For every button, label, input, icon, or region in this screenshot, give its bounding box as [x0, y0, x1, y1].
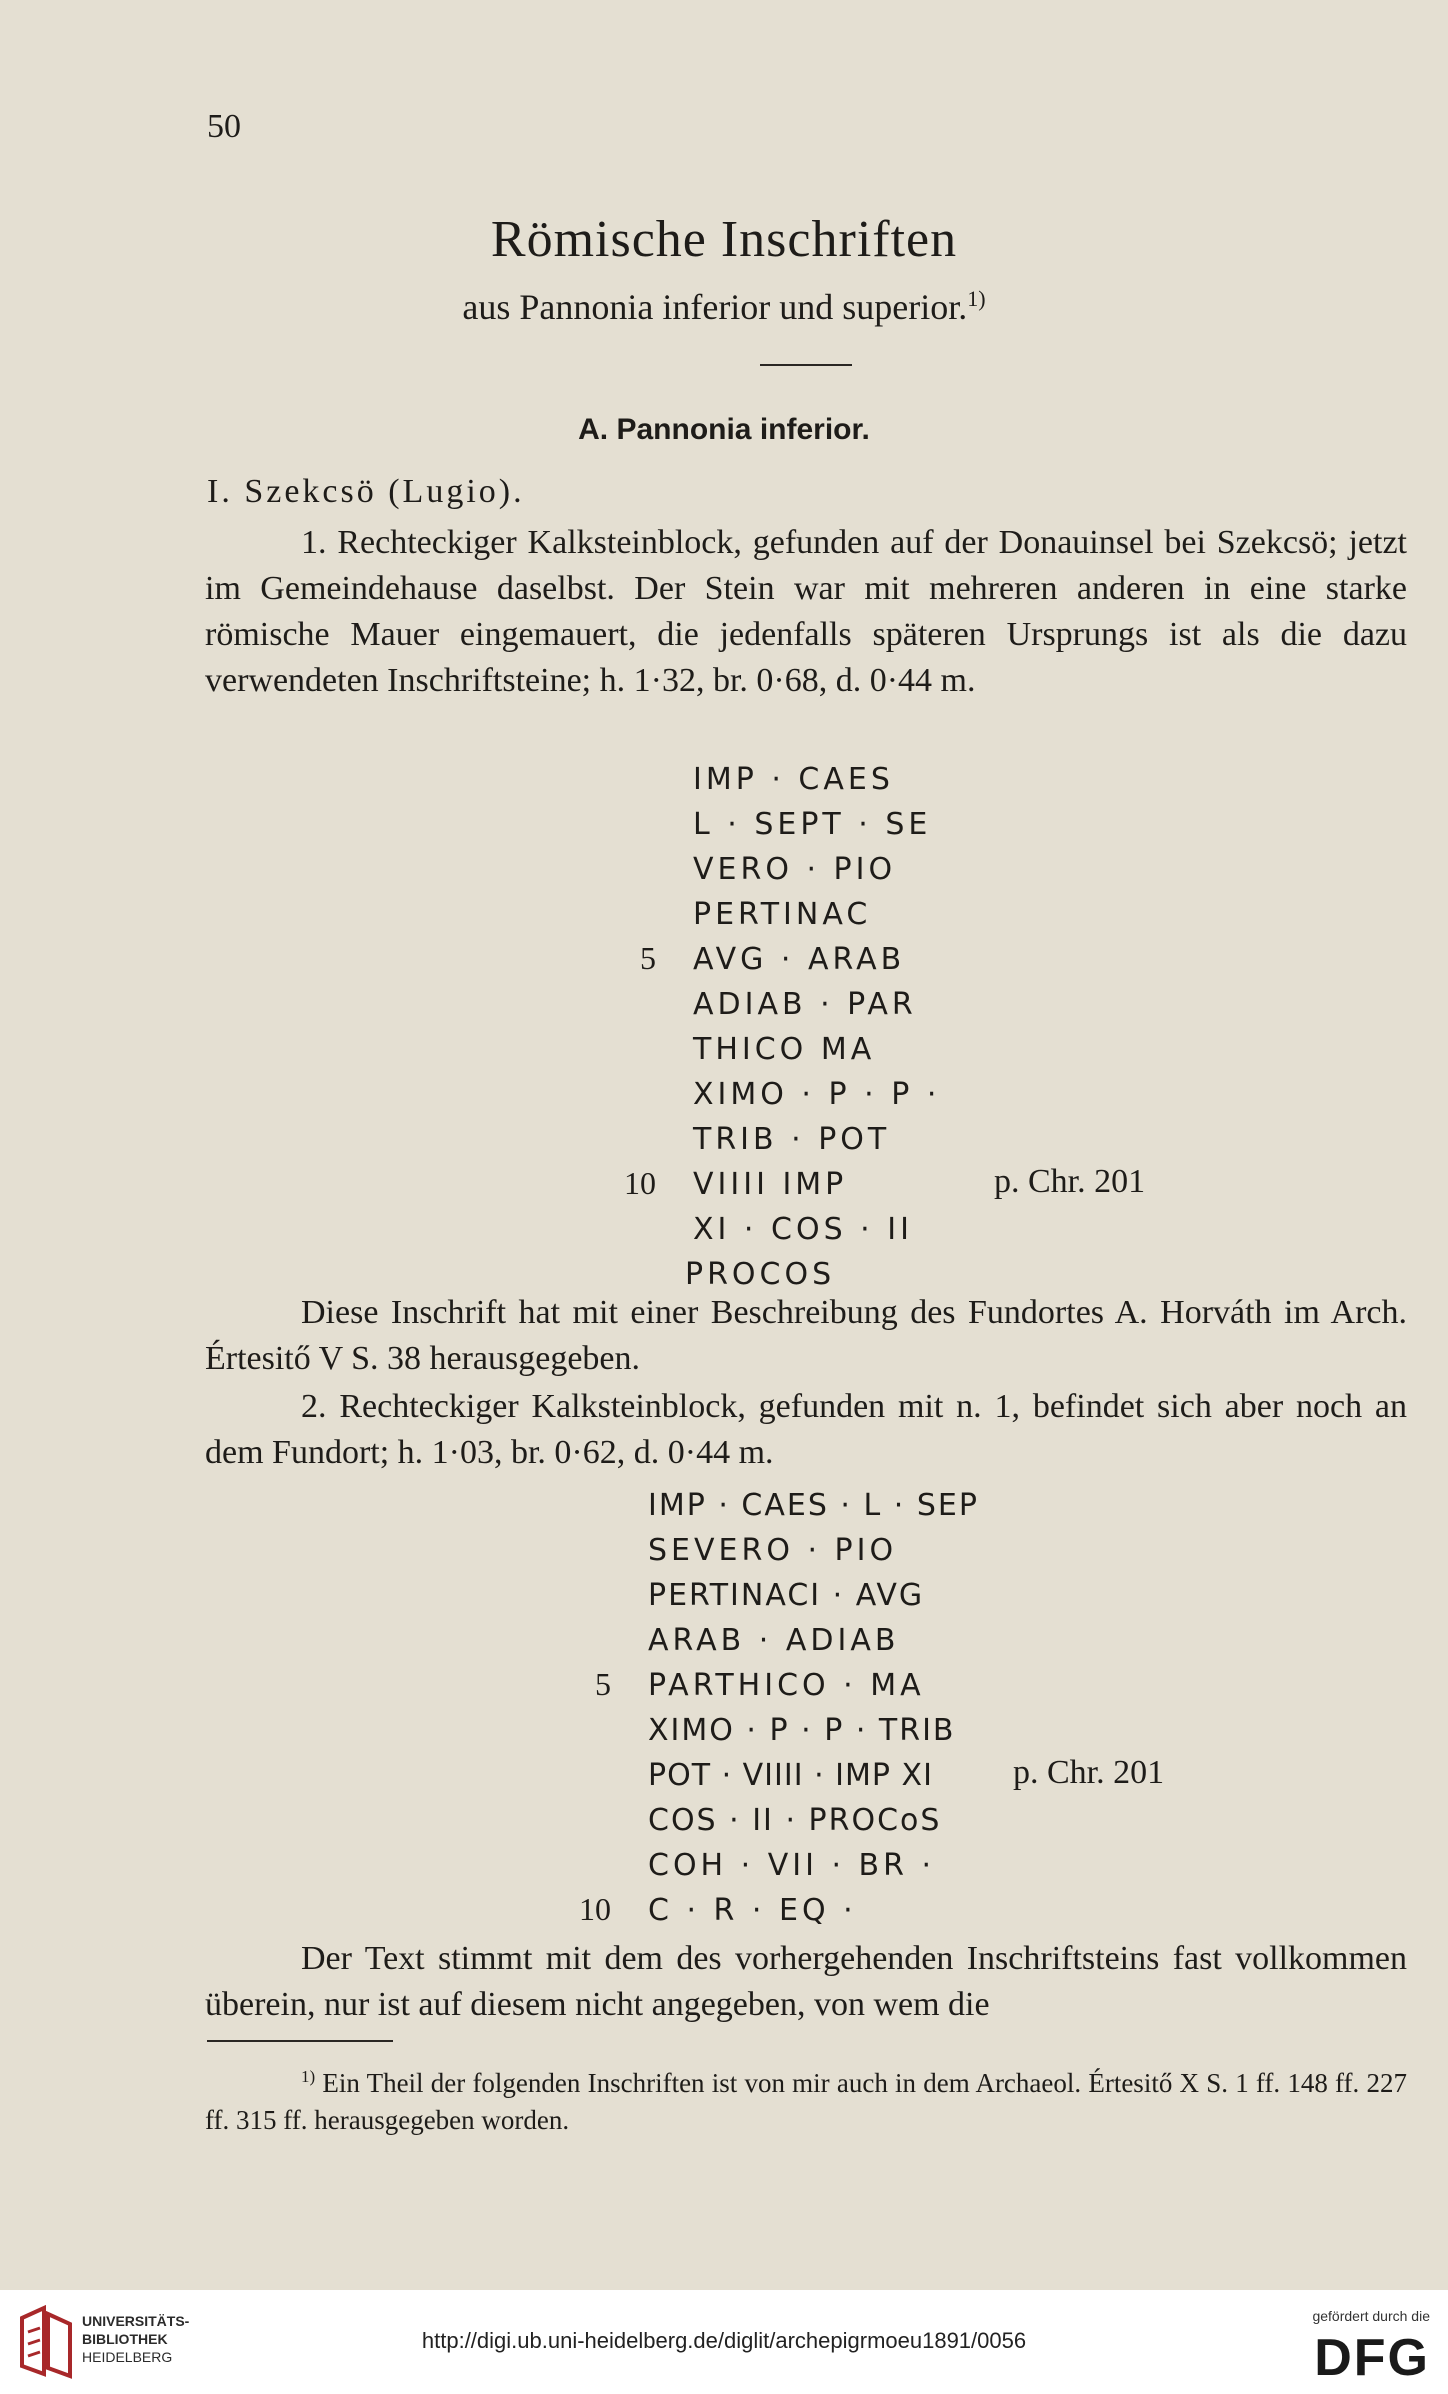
- inscription-1-line: VERO · PIO: [693, 852, 897, 887]
- subtitle-footnote-mark: 1): [967, 286, 986, 311]
- entry-2-after-text: Der Text stimmt mit dem des vorhergehenden Inschriftsteins fast vollkommen überein, nur ist auf diesem nicht angegeben, von wem die: [205, 1940, 1407, 2023]
- footnote-mark: 1): [301, 2067, 316, 2086]
- locality-heading: I. Szekcsö (Lugio).: [207, 473, 525, 510]
- inscription-1-line: L · SEPT · SE: [693, 807, 932, 842]
- inscription-1-line: VIIII IMP: [693, 1167, 848, 1202]
- dfg-logo: DFG: [1314, 2329, 1430, 2387]
- inscription-1-line: IMP · CAES: [693, 762, 894, 797]
- inscription-1-line: PROCOS: [685, 1257, 836, 1292]
- entry-1-after-text: Diese Inschrift hat mit einer Beschreibung des Fundortes A. Horváth im Arch. Értesitő V S. 38 herausgegeben.: [205, 1294, 1407, 1377]
- entry-2-text: 2. Rechteckiger Kalksteinblock, gefunden mit n. 1, befindet sich aber noch an dem Fundort; h. 1·03, br. 0·62, d. 0·44 m.: [205, 1388, 1407, 1471]
- entry-1-text: 1. Rechteckiger Kalksteinblock, gefunden auf der Donauinsel bei Szekcsö; jetzt im Gemeindehause daselbst. Der Stein war mit mehreren anderen in eine starke römische Mauer eingemauert, die jedenfalls späteren Ursprungs ist als die dazu verwendeten Inschriftsteine; h. 1·32, br. 0·68, d. 0·44 m.: [205, 524, 1407, 699]
- viewer-footer: [0, 2290, 1448, 2394]
- footnote: [205, 2058, 1407, 2139]
- inscription-2-line: PARTHICO · MA: [648, 1668, 925, 1703]
- library-name-line: UNIVERSITÄTS-: [82, 2313, 190, 2329]
- subtitle-text: aus Pannonia inferior und superior.: [462, 287, 968, 327]
- inscription-1-line: XI · COS · II: [693, 1212, 913, 1247]
- page-title: Römische Inschriften: [490, 211, 958, 268]
- inscription-2-line: SEVERO · PIO: [648, 1533, 898, 1568]
- line-number: 5: [595, 1666, 611, 1702]
- inscription-2-line: COH · VII · BR ·: [648, 1848, 936, 1883]
- line-number: 10: [579, 1891, 611, 1927]
- library-name-line: HEIDELBERG: [82, 2349, 173, 2365]
- inscription-2-line: IMP · CAES · L · SEP: [648, 1488, 979, 1523]
- inscription-2-line: C · R · EQ ·: [648, 1893, 857, 1928]
- permalink-url[interactable]: http://digi.ub.uni-heidelberg.de/diglit/archepigrmoeu1891/0056: [421, 2328, 1027, 2353]
- inscription-2-line: XIMO · P · P · TRIB: [648, 1713, 956, 1748]
- line-number: 10: [624, 1165, 656, 1201]
- inscription-1-line: THICO MA: [693, 1032, 876, 1067]
- inscription-1-line: ADIAB · PAR: [693, 987, 917, 1022]
- inscription-2-line: COS · II · PROCoS: [648, 1803, 942, 1838]
- inscription-1-date: p. Chr. 201: [994, 1163, 1146, 1200]
- line-number: 5: [640, 940, 656, 976]
- inscription-1-line: XIMO · P · P ·: [693, 1077, 941, 1112]
- inscription-2-line: POT · VIIII · IMP XI: [648, 1758, 933, 1793]
- section-heading: A. Pannonia inferior.: [578, 413, 870, 446]
- page-number: 50: [207, 108, 241, 145]
- entry-2-after: [205, 1936, 1407, 2028]
- funding-caption: gefördert durch die: [1312, 2308, 1430, 2324]
- inscription-1-line: AVG · ARAB: [693, 942, 906, 977]
- inscription-2-line: ARAB · ADIAB: [648, 1623, 900, 1658]
- footnote-divider: [207, 2040, 393, 2042]
- inscription-2-date: p. Chr. 201: [1013, 1754, 1165, 1791]
- footnote-text: Ein Theil der folgenden Inschriften ist von mir auch in dem Archaeol. Értesitő X S. 1 ff. 148 ff. 227 ff. 315 ff. herausgegeben worden.: [205, 2068, 1407, 2135]
- inscription-1-line: PERTINAC: [693, 897, 872, 932]
- library-name-line: BIBLIOTHEK: [82, 2331, 168, 2347]
- inscription-2-line: PERTINACI · AVG: [648, 1578, 925, 1613]
- inscription-1-line: TRIB · POT: [693, 1122, 891, 1157]
